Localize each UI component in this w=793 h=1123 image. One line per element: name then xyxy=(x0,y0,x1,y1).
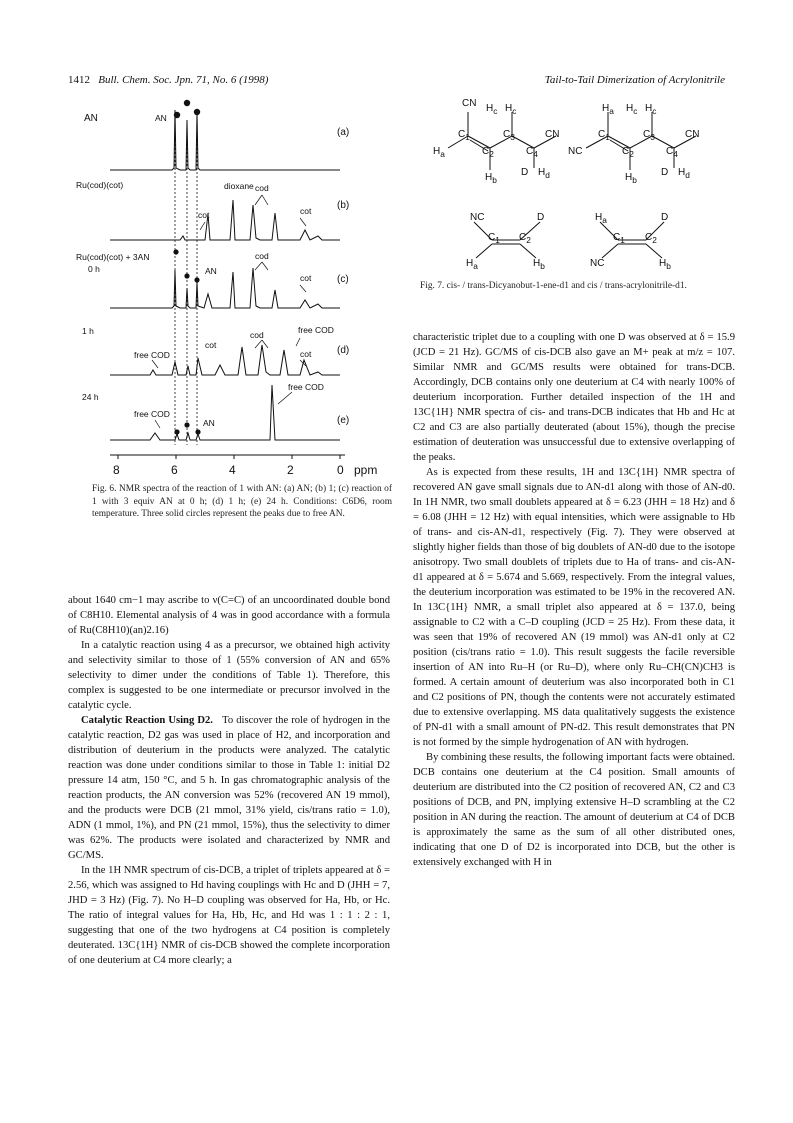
trace-c-sublabel: 0 h xyxy=(88,264,100,274)
axis-tick-4: 4 xyxy=(229,463,236,477)
left-column xyxy=(68,593,390,968)
trace-d-tag: (d) xyxy=(337,345,350,356)
peak-label-cot-d2: cot xyxy=(300,349,312,359)
trace-b-tag: (b) xyxy=(337,200,350,211)
trace-e-label: 24 h xyxy=(82,392,99,402)
peak-label-an-c: AN xyxy=(205,266,217,276)
body-paragraph: about 1640 cm−1 may ascribe to ν(C=C) of an uncoordinated double bond of C8H10. Elemental analysis of 4 was in good accordance with a formula of Ru(C8H10)(an)2.16) xyxy=(68,595,390,636)
figure7-structures xyxy=(0,0,793,290)
body-paragraph: characteristic triplet due to a coupling with one D was observed at δ = 15.9 (JCD = 21 Hz). GC/MS of cis-DCB also gave an M+ peak at m/z = 107. Similar NMR and GC/MS results were obtained for trans-DCB. Accordingly, DCB contains only one deuterium at C4 with nearly 100% of deuterium incorporation. Further detailed inspection of the 1H and 13C{1H} NMR spectra of cis- and trans-DCB indicates that Hb and Hc at C2 and C3 are also partially deuterated (about 15%), though the precise estimation of deuteration was unsuccessful due to extensive overlapping of the peaks. xyxy=(413,332,735,463)
peak-label-free-cod-d1: free COD xyxy=(298,325,334,335)
peak-label-cot-d1: cot xyxy=(205,340,217,350)
free-an-marker-e1 xyxy=(174,429,179,434)
peak-label-cod-c: cod xyxy=(255,251,269,261)
trace-c-tag: (c) xyxy=(337,274,349,285)
section-heading: Catalytic Reaction Using D2. xyxy=(81,715,213,726)
page-number: 1412 xyxy=(68,74,90,86)
free-an-marker-e2 xyxy=(184,422,189,427)
free-an-marker-e3 xyxy=(195,429,200,434)
trace-b-label: Ru(cod)(cot) xyxy=(76,180,124,190)
peak-label-free-cod-e2: free COD xyxy=(288,382,324,392)
journal-name: Bull. Chem. Soc. Jpn. xyxy=(98,74,194,86)
peak-label-an-e: AN xyxy=(203,418,215,428)
peak-label-cot-b2: cot xyxy=(300,206,312,216)
figure6-caption: Fig. 6. NMR spectra of the reaction of 1 with AN: (a) AN; (b) 1; (c) reaction of 1 with 3 equiv AN at 0 h; (d) 1 h; (e) 24 h. Conditions: C6D6, room temperature. Three solid circles represent the peaks due to free AN. xyxy=(92,484,392,519)
peak-label-free-cod-d2: free COD xyxy=(134,350,170,360)
axis-tick-6: 6 xyxy=(171,463,178,477)
axis-unit: ppm xyxy=(354,463,378,477)
figure7-caption: Fig. 7. cis- / trans-Dicyanobut-1-ene-d1 and cis / trans-acrylonitrile-d1. xyxy=(420,281,687,291)
body-paragraph: By combining these results, the following important facts were obtained. DCB contains one deuterium at the C4 position. Small amounts of deuterium are distributed into the C2 position of recovered AN, C2 and C3 positions of DCB, and PN, implying extensive H–D scrambling at the C2 position in AN during the reaction. The amount of deuterium at C4 of DCB is approximately the same as the sum of all other distributed ones, indicating that one D of D2 is incorporated into DCB, but the other is extensively exchanged with H in xyxy=(413,752,735,868)
peak-label-free-cod-e1: free COD xyxy=(134,409,170,419)
peak-label-cot-b1: cot xyxy=(198,210,210,220)
trace-e-tag: (e) xyxy=(337,415,350,426)
axis-tick-8: 8 xyxy=(113,463,120,477)
trace-a-tag: (a) xyxy=(337,127,350,138)
axis-tick-0: 0 xyxy=(337,463,344,477)
body-paragraph: In a catalytic reaction using 4 as a precursor, we obtained high activity and selectivity similar to those of 1 (55% conversion of AN and 65% selectivity to dimer under the conditions of Table 1). Therefore, this complex is suggested to be one intermediate or precursor involved in the catalytic cycle. xyxy=(68,640,390,711)
peak-label-cod-d: cod xyxy=(250,330,264,340)
body-paragraph xyxy=(68,713,390,863)
peak-label-cod-b: cod xyxy=(255,183,269,193)
running-title: Tail-to-Tail Dimerization of Acrylonitrile xyxy=(544,74,725,86)
body-paragraph: As is expected from these results, 1H and 13C{1H} NMR spectra of recovered AN gave small signals due to AN-d1 along with those of AN-d0. In 1H NMR, two small doublets appeared at δ = 6.23 (JHH = 18 Hz) and δ = 6.08 (JHH = 12 Hz) with equal intensities, which were assignable to Hb of trans- and cis-AN-d1, respectively (Fig. 7). They were observed at slightly higher fields than those of big doublets of AN-d0 due to the isotope anisotropy. Two small doublets of triplets due to Ha of trans- and cis-AN-d1 appeared at δ = 5.674 and 5.669, respectively. From the integral values, the deuterium incorporation was estimated to be 19% in the recovered AN. In 13C{1H} NMR, a small triplet also appeared at δ = 137.0, being assignable to C2 with a C–D coupling (JCD = 25 Hz). From these data, it was seen that 19% of recovered AN (19 mmol) was AN-d1 only at C2 position (cis/trans ratio = 1.0). This result suggests the facile reversible insertion of AN into Ru–H (or Ru–D), where only Ru–CH(CN)CH3 is formed. A certain amount of deuterium was also incorporated both in C1 and C2 positions of PN, though the contents were not accurately estimated due to extensive overlapping. MS data qualitatively suggests the existence of PN-d1 with a small amount of PN-d2. This result demonstrates that PN is not formed by the simple hydrogenation of AN with hydrogen. xyxy=(413,467,735,748)
right-column xyxy=(413,330,735,870)
axis-tick-2: 2 xyxy=(287,463,294,477)
peak-label-dioxane: dioxane xyxy=(224,181,254,191)
trace-a-label: AN xyxy=(84,113,98,124)
volume-info: 71, No. 6 (1998) xyxy=(196,74,269,86)
trace-c-label: Ru(cod)(cot) + 3AN xyxy=(76,252,150,262)
body-text: To discover the role of hydrogen in the catalytic reaction, D2 gas was used in place of H2, and incorporation and distribution of deuterium in the products were analyzed. The catalytic reaction was done under conditions similar to those in Table 1: initial D2 pressure 14 atm, 150 °C, and 5 h. In gas chromatographic analysis of the reaction products, the AN conversion was 52% (recovered AN 19 mmol), and the products were DCB (21 mmol, 31% yield, cis/trans ratio = 1.0), ADN (1 mmol, 1%), and PN (21 mmol, 15%), thus the selectivity to dimer was 62%. The products were isolated and characterized by NMR and GC/MS. xyxy=(68,715,390,861)
peak-label-an-a: AN xyxy=(155,113,167,123)
body-paragraph: In the 1H NMR spectrum of cis-DCB, a triplet of triplets appeared at δ = 2.56, which was assigned to Hd having couplings with Hc and D (JHH = 7, JHD = 3 Hz) (Fig. 7). No H–D coupling was observed for Ha, Hb, or Hc. The ratio of integral values for Ha, Hb, Hc, and Hd was 1 : 1 : 2 : 1, suggesting that one of the two hydrogens at C4 position is completely deuterated. 13C{1H} NMR of cis-DCB showed the complete incorporation of one deuterium at C4 more clearly; a xyxy=(68,865,390,966)
trace-d-label: 1 h xyxy=(82,326,94,336)
peak-label-cot-c: cot xyxy=(300,273,312,283)
